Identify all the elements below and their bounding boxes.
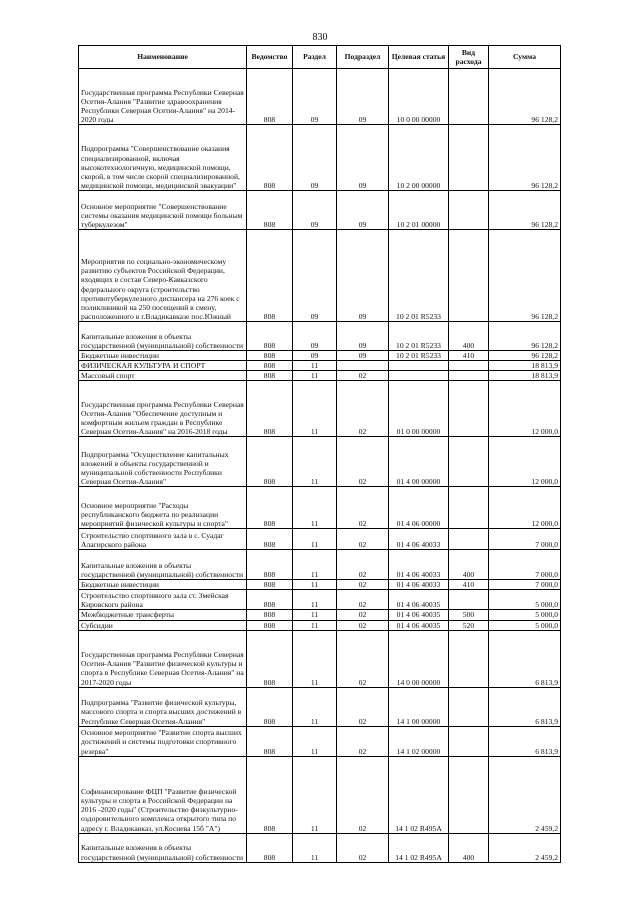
row-section: 09 [293, 351, 337, 361]
table-row [79, 620, 561, 630]
row-target-article: 01 4 06 00000 [389, 487, 449, 529]
page-number: 830 [312, 32, 328, 43]
table-row [79, 756, 561, 833]
row-subsection: 02 [337, 756, 389, 833]
table-row [79, 487, 561, 529]
row-target-article: 14 1 02 R495А [389, 756, 449, 833]
col-header-subsection: Подраздел [337, 46, 389, 69]
table-row [79, 381, 561, 437]
row-target-article: 01 4 06 40033 [389, 580, 449, 590]
table-row [79, 351, 561, 361]
table-row [79, 437, 561, 487]
row-department: 808 [247, 351, 293, 361]
row-expense-type [449, 361, 489, 371]
row-department: 808 [247, 191, 293, 230]
row-expense-type [449, 371, 489, 381]
row-target-article [389, 361, 449, 371]
row-target-article: 10 2 01 R5233 [389, 351, 449, 361]
row-section: 11 [293, 610, 337, 620]
row-name: Межбюджетные трансферты [79, 610, 247, 620]
row-name: Капитальные вложения в объекты государственной (муниципальной) собственности [79, 322, 247, 351]
row-name: Основное мероприятие "Расходы республиканского бюджета по реализации мероприятий физической культуры и спорта" [79, 487, 247, 529]
col-header-target-article: Целевая статья [389, 46, 449, 69]
row-amount: 18 813,9 [489, 361, 561, 371]
row-amount: 7 000,0 [489, 529, 561, 550]
row-section: 11 [293, 726, 337, 756]
row-subsection: 02 [337, 620, 389, 630]
row-name: Подпрограмма "Совершенствование оказания специализированной, включая высокотехнологичную, медицинской помощи, скорой, в том числе скорой специализированной, медицинской помощи, медицинской эвакуации" [79, 125, 247, 191]
row-amount: 96 128,2 [489, 191, 561, 230]
row-amount: 7 000,0 [489, 580, 561, 590]
row-amount: 6 813,9 [489, 726, 561, 756]
row-department: 808 [247, 371, 293, 381]
row-expense-type: 410 [449, 351, 489, 361]
row-section: 11 [293, 361, 337, 371]
row-section: 11 [293, 487, 337, 529]
row-target-article: 01 4 00 00000 [389, 437, 449, 487]
row-department: 808 [247, 381, 293, 437]
row-department: 808 [247, 361, 293, 371]
row-expense-type: 520 [449, 620, 489, 630]
row-department: 808 [247, 687, 293, 726]
col-header-section: Раздел [293, 46, 337, 69]
row-department: 808 [247, 69, 293, 125]
row-section: 09 [293, 125, 337, 191]
table-row [79, 322, 561, 351]
row-subsection: 02 [337, 687, 389, 726]
row-target-article: 01 4 06 40033 [389, 529, 449, 550]
row-name: Субсидии [79, 620, 247, 630]
row-amount: 96 128,2 [489, 230, 561, 322]
row-section: 11 [293, 620, 337, 630]
row-target-article: 10 2 01 00000 [389, 191, 449, 230]
row-target-article: 10 2 01 R5233 [389, 322, 449, 351]
row-expense-type [449, 69, 489, 125]
row-subsection: 02 [337, 437, 389, 487]
table-row [79, 529, 561, 550]
row-expense-type [449, 437, 489, 487]
row-target-article: 01 4 06 40035 [389, 590, 449, 610]
row-section: 11 [293, 833, 337, 862]
row-amount: 5 000,0 [489, 620, 561, 630]
row-name: ФИЗИЧЕСКАЯ КУЛЬТУРА И СПОРТ [79, 361, 247, 371]
row-name: Подпрограмма "Осуществление капитальных вложений в объекты государственной и муниципальной собственности Республики Северная Осетия-Алания" [79, 437, 247, 487]
row-target-article: 01 0 00 00000 [389, 381, 449, 437]
row-name: Строительство спортивного зала в с. Суадаг Алагирского района [79, 529, 247, 550]
row-section: 11 [293, 580, 337, 590]
row-expense-type: 400 [449, 322, 489, 351]
table-row [79, 726, 561, 756]
row-subsection: 02 [337, 590, 389, 610]
row-section: 09 [293, 322, 337, 351]
row-amount: 12 000,0 [489, 381, 561, 437]
row-name: Бюджетные инвестиции [79, 351, 247, 361]
row-expense-type: 500 [449, 610, 489, 620]
row-subsection: 09 [337, 351, 389, 361]
table-row [79, 687, 561, 726]
row-name: Капитальные вложения в объекты государственной (муниципальной) собственности [79, 550, 247, 580]
row-subsection [337, 361, 389, 371]
row-amount: 5 000,0 [489, 590, 561, 610]
row-expense-type [449, 191, 489, 230]
row-section: 11 [293, 756, 337, 833]
row-expense-type [449, 687, 489, 726]
row-subsection: 09 [337, 230, 389, 322]
table-row [79, 361, 561, 371]
row-department: 808 [247, 756, 293, 833]
row-subsection: 02 [337, 630, 389, 687]
row-section: 09 [293, 191, 337, 230]
row-subsection: 09 [337, 191, 389, 230]
row-amount: 18 813,9 [489, 371, 561, 381]
row-name: Софинансирование ФЦП "Развитие физической культуры и спорта в Российской Федерации на 2016 -2020 годы" (Строительство физкультурно-оздоровительного комплекса открытого типа по адресу г. Владикавказ, ул.Косиева 15б "А") [79, 756, 247, 833]
row-department: 808 [247, 580, 293, 590]
row-section: 11 [293, 437, 337, 487]
row-section: 11 [293, 590, 337, 610]
row-target-article [389, 371, 449, 381]
row-subsection: 02 [337, 726, 389, 756]
table-row [79, 590, 561, 610]
row-amount: 96 128,2 [489, 125, 561, 191]
row-expense-type: 400 [449, 833, 489, 862]
row-name: Мероприятия по социально-экономическому развитию субъектов Российской Федерации, входящих в состав Северо-Кавказского федерального округа (строительство противотуберкулезного диспансера на 276 коек с поликлиникой на 250 посещений в смену, расположенного в г.Владикавказе пос.Южный [79, 230, 247, 322]
row-name: Государственная программа Республики Северная Осетия-Алания "Развитие физической культуры и спорта в Республике Северная Осетия-Алания" на 2017-2020 годы [79, 630, 247, 687]
row-expense-type: 400 [449, 550, 489, 580]
table-header-row [79, 46, 561, 69]
row-amount: 6 813,9 [489, 630, 561, 687]
row-expense-type [449, 529, 489, 550]
row-target-article: 01 4 06 40035 [389, 610, 449, 620]
row-department: 808 [247, 620, 293, 630]
row-name: Массовый спорт [79, 371, 247, 381]
row-section: 09 [293, 230, 337, 322]
table-row [79, 371, 561, 381]
row-subsection: 09 [337, 69, 389, 125]
row-name: Капитальные вложения в объекты государственной (муниципальной) собственности [79, 833, 247, 862]
row-expense-type [449, 230, 489, 322]
table-row [79, 125, 561, 191]
row-target-article: 10 2 00 00000 [389, 125, 449, 191]
row-subsection: 02 [337, 833, 389, 862]
row-target-article: 14 1 02 00000 [389, 726, 449, 756]
table-row [79, 69, 561, 125]
row-amount: 7 000,0 [489, 550, 561, 580]
row-target-article: 01 4 06 40035 [389, 620, 449, 630]
row-department: 808 [247, 125, 293, 191]
row-subsection: 02 [337, 529, 389, 550]
row-name: Государственная программа Республики Северная Осетия-Алания "Обеспечение доступным и комфортным жильем граждан в Республике Северная Осетия-Алания" на 2016-2018 годы [79, 381, 247, 437]
row-name: Государственная программа Республики Северная Осетия-Алания "Развитие здравоохранения Республики Северная Осетия-Алания" на 2014-2020 годы [79, 69, 247, 125]
row-expense-type: 410 [449, 580, 489, 590]
row-amount: 96 128,2 [489, 322, 561, 351]
row-department: 808 [247, 322, 293, 351]
table-row [79, 230, 561, 322]
col-header-amount: Сумма [489, 46, 561, 69]
row-expense-type [449, 756, 489, 833]
table-row [79, 630, 561, 687]
row-department: 808 [247, 550, 293, 580]
row-target-article: 10 2 01 R5233 [389, 230, 449, 322]
row-target-article: 14 1 02 R495А [389, 833, 449, 862]
row-subsection: 02 [337, 371, 389, 381]
row-target-article: 14 1 00 00000 [389, 687, 449, 726]
row-expense-type [449, 125, 489, 191]
row-section: 09 [293, 69, 337, 125]
row-section: 11 [293, 630, 337, 687]
row-department: 808 [247, 487, 293, 529]
row-name: Бюджетные инвестиции [79, 580, 247, 590]
col-header-expense-type: Вид расхода [449, 46, 489, 69]
row-expense-type [449, 590, 489, 610]
row-subsection: 02 [337, 580, 389, 590]
row-department: 808 [247, 437, 293, 487]
col-header-department: Ведомство [247, 46, 293, 69]
row-amount: 12 000,0 [489, 437, 561, 487]
row-subsection: 02 [337, 487, 389, 529]
table-row [79, 191, 561, 230]
row-section: 11 [293, 371, 337, 381]
row-department: 808 [247, 726, 293, 756]
row-amount: 6 813,9 [489, 687, 561, 726]
row-department: 808 [247, 230, 293, 322]
row-department: 808 [247, 590, 293, 610]
row-amount: 96 128,2 [489, 69, 561, 125]
row-section: 11 [293, 529, 337, 550]
col-header-name: Наименование [79, 46, 247, 69]
row-section: 11 [293, 687, 337, 726]
table-row [79, 550, 561, 580]
row-subsection: 09 [337, 322, 389, 351]
row-expense-type [449, 726, 489, 756]
row-section: 11 [293, 550, 337, 580]
table-row [79, 610, 561, 620]
row-expense-type [449, 381, 489, 437]
row-department: 808 [247, 529, 293, 550]
row-name: Основное мероприятие "Совершенствование системы оказания медицинской помощи больным туберкулезом" [79, 191, 247, 230]
row-amount: 2 459,2 [489, 833, 561, 862]
row-target-article: 01 4 06 40033 [389, 550, 449, 580]
row-name: Подпрограмма "Развитие физической культуры, массового спорта и спорта высших достижений в Республике Северная Осетия-Алания" [79, 687, 247, 726]
row-name: Строительство спортивного зала ст. Змейская Кировского района [79, 590, 247, 610]
row-subsection: 02 [337, 381, 389, 437]
budget-table [78, 45, 561, 863]
row-expense-type [449, 487, 489, 529]
row-section: 11 [293, 381, 337, 437]
row-subsection: 02 [337, 550, 389, 580]
row-amount: 12 000,0 [489, 487, 561, 529]
row-subsection: 02 [337, 610, 389, 620]
row-subsection: 09 [337, 125, 389, 191]
row-amount: 96 128,2 [489, 351, 561, 361]
row-department: 808 [247, 630, 293, 687]
table-row [79, 833, 561, 862]
row-target-article: 14 0 00 00000 [389, 630, 449, 687]
row-name: Основное мероприятие "Развитие спорта высших достижений и системы подготовки спортивного резерва" [79, 726, 247, 756]
row-department: 808 [247, 833, 293, 862]
row-amount: 2 459,2 [489, 756, 561, 833]
row-target-article: 10 0 00 00000 [389, 69, 449, 125]
row-expense-type [449, 630, 489, 687]
row-department: 808 [247, 610, 293, 620]
row-amount: 5 000,0 [489, 610, 561, 620]
table-row [79, 580, 561, 590]
